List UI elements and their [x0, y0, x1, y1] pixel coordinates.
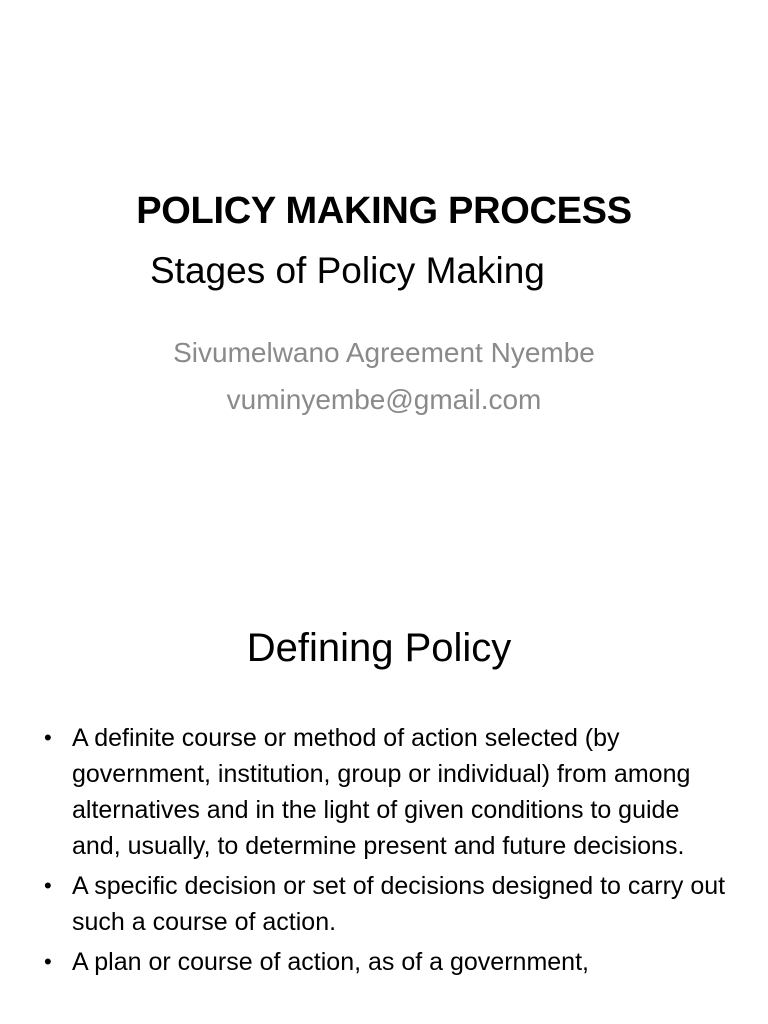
- bullet-list: [44, 720, 734, 984]
- bullet-item: [44, 944, 734, 980]
- defining-policy-slide: [0, 576, 768, 1024]
- bullet-text: A specific decision or set of decisions designed to carry out such a course of action.: [72, 872, 726, 936]
- bullet-icon: •: [44, 725, 52, 750]
- author-email: vuminyembe@gmail.com: [226, 384, 542, 415]
- bullet-item: [44, 868, 734, 940]
- presentation-subtitle: Stages of Policy Making: [150, 250, 545, 291]
- bullet-text: A definite course or method of action selected (by government, institution, group or individual) from among alternatives and in the light of given conditions to guide and, usually, to determine present and future decisions.: [72, 724, 691, 860]
- author-name: Sivumelwano Agreement Nyembe: [173, 337, 595, 368]
- bullet-icon: •: [44, 873, 52, 898]
- slide-heading: Defining Policy: [246, 626, 512, 670]
- bullet-text: A plan or course of action, as of a government,: [72, 948, 589, 976]
- bullet-item: [44, 720, 734, 864]
- bullet-icon: •: [44, 949, 52, 974]
- presentation-title: POLICY MAKING PROCESS: [136, 190, 632, 232]
